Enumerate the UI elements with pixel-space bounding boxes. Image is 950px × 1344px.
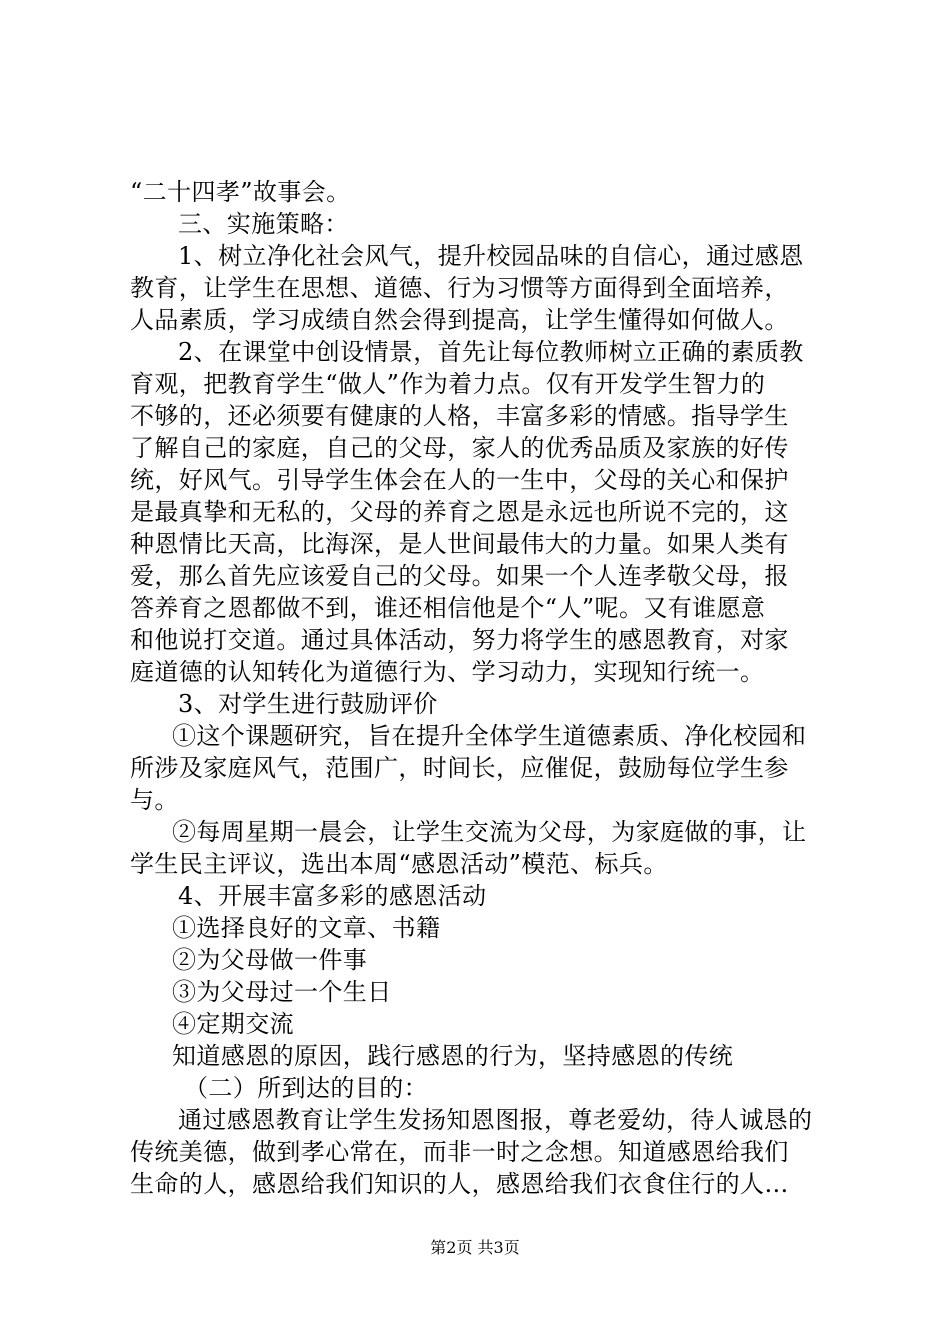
text-line: 统，好风气。引导学生体会在人的一生中，父母的关心和保护 xyxy=(130,466,789,494)
list-item: ③为父母过一个生日 xyxy=(172,978,392,1006)
text-line: ①这个课题研究，旨在提升全体学生道德素质、净化校园和 xyxy=(172,722,807,750)
text-line: 了解自己的家庭，自己的父母，家人的优秀品质及家族的好传 xyxy=(130,434,789,462)
text-line: ②每周星期一晨会，让学生交流为父母，为家庭做的事，让 xyxy=(172,818,807,846)
text-line: 人品素质，学习成绩自然会得到提高，让学生懂得如何做人。 xyxy=(130,306,789,334)
text-line: “二十四孝”故事会。 xyxy=(130,178,351,206)
text-line: 教育，让学生在思想、道德、行为习惯等方面得到全面培养， xyxy=(130,274,789,302)
text-line: 种恩情比天高，比海深，是人世间最伟大的力量。如果人类有 xyxy=(130,530,789,558)
text-line: 2、在课堂中创设情景，首先让每位教师树立正确的素质教 xyxy=(178,338,804,366)
text-line: 通过感恩教育让学生发扬知恩图报，尊老爱幼，待人诚恳的 xyxy=(178,1106,813,1134)
text-line: 4、开展丰富多彩的感恩活动 xyxy=(178,882,487,910)
section-heading: 三、实施策略： xyxy=(178,210,349,238)
text-line: 所涉及家庭风气，范围广，时间长，应催促，鼓励每位学生参 xyxy=(130,754,789,782)
text-line: 知道感恩的原因，践行感恩的行为，坚持感恩的传统 xyxy=(172,1042,734,1070)
text-line: 1、树立净化社会风气，提升校园品味的自信心，通过感恩 xyxy=(178,242,804,270)
text-line: 庭道德的认知转化为道德行为、学习动力，实现知行统一。 xyxy=(130,658,765,686)
text-line: 是最真挚和无私的，父母的养育之恩是永远也所说不完的，这 xyxy=(130,498,789,526)
text-line: 答养育之恩都做不到，谁还相信他是个“人”呢。又有谁愿意 xyxy=(130,594,766,622)
text-line: 和他说打交道。通过具体活动，努力将学生的感恩教育，对家 xyxy=(130,626,789,654)
text-line: 与。 xyxy=(130,786,179,814)
text-line: 生命的人，感恩给我们知识的人，感恩给我们衣食住行的人… xyxy=(130,1170,789,1198)
list-item: ①选择良好的文章、书籍 xyxy=(172,914,441,942)
text-line: 育观，把教育学生“做人”作为着力点。仅有开发学生智力的 xyxy=(130,370,766,398)
list-item: ②为父母做一件事 xyxy=(172,946,368,974)
section-heading: （二）所到达的目的： xyxy=(184,1074,428,1102)
page-indicator: 第2页 共3页 xyxy=(430,1238,520,1257)
text-line: 爱，那么首先应该爱自己的父母。如果一个人连孝敬父母，报 xyxy=(130,562,789,590)
text-line: 3、对学生进行鼓励评价 xyxy=(178,690,438,718)
text-line: 传统美德，做到孝心常在，而非一时之念想。知道感恩给我们 xyxy=(130,1138,789,1166)
list-item: ④定期交流 xyxy=(172,1010,294,1038)
document-body xyxy=(130,176,840,1200)
text-line: 学生民主评议，选出本周“感恩活动”模范、标兵。 xyxy=(130,850,668,878)
text-line: 不够的，还必须要有健康的人格，丰富多彩的情感。指导学生 xyxy=(130,402,789,430)
